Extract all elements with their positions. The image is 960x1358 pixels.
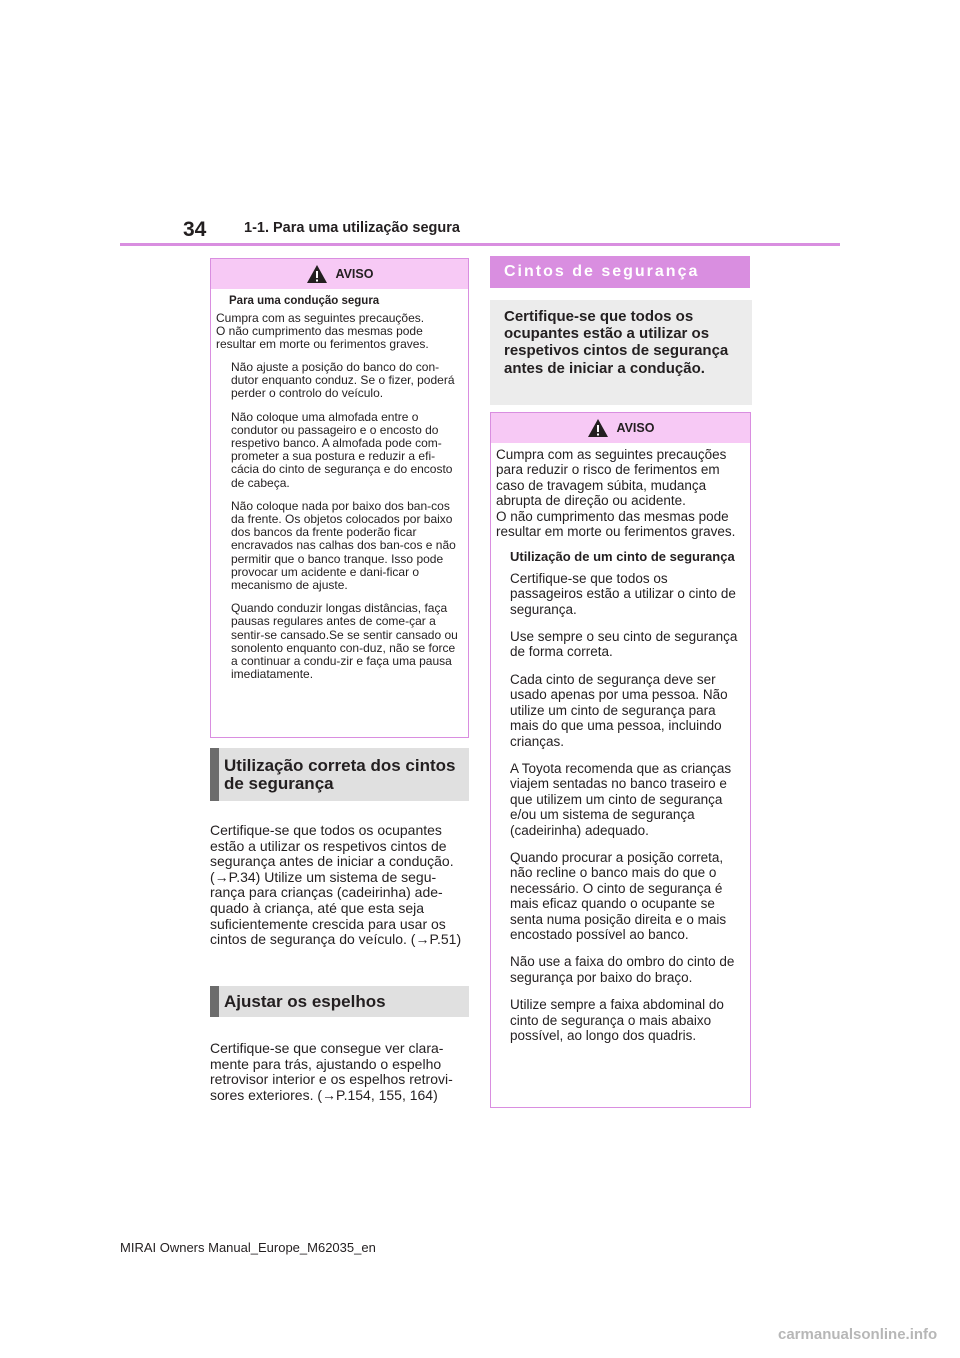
warning-intro: Cumpra com as seguintes precauções para reduzir o risco de ferimentos em caso de travagem súbita, mudança abrupta de direção ou acidente. O não cumprimento das mesmas pode resultar em morte ou ferimentos graves. — [496, 447, 736, 540]
seatbelts-callout: Certifique-se que todos os ocupantes estão a utilizar os respetivos cintos de segurança antes de iniciar a condução. — [490, 300, 752, 405]
seatbelt-use-text: Certifique-se que todos os ocupantes estão a utilizar os respetivos cintos de segurança antes de iniciar a condução. (→P.34) Utilize um sistema de segu-rança para crianças (cadeirinha) ade-quado à criança, até que esta seja suficientemente crescida para usar os cintos de segurança do veículo. (→P.51) — [210, 822, 462, 948]
header-divider — [120, 243, 840, 246]
warning-item: Cada cinto de segurança deve ser usado apenas por uma pessoa. Não utilize um cinto de segurança para mais do que uma pessoa, incluindo crianças. — [510, 671, 728, 749]
mirrors-text: Certifique-se que consegue ver clara-mente para trás, ajustando o espelho retrovisor interior e os espelhos retrovi-sores exteriores. (→P.154, 155, 164) — [210, 1040, 453, 1103]
warning-triangle-icon — [587, 418, 609, 438]
warning-item: A Toyota recomenda que as crianças viajem sentadas no banco traseiro e que utilizem um cinto de segurança e/ou um sistema de segurança (cadeirinha) adequado. — [510, 760, 732, 838]
warning-item-title: Utilização de um cinto de segurança — [510, 549, 735, 565]
warning-item: Não coloque nada por baixo dos ban-cos da frente. Os objetos colocados por baixo dos bancos da frente poderão ficar encravados nas calhas dos ban-cos e não permitir que o banco tranque. Isso pode provocar um acidente e dani-ficar o mecanismo de ajuste. — [231, 498, 456, 593]
warning-triangle-icon — [306, 264, 328, 284]
warning-item: Quando procurar a posição correta, não recline o banco mais do que o necessário. O cinto de segurança é mais eficaz quando o ocupante se senta numa posição direita e o mais encostado possível ao banco. — [510, 849, 727, 942]
page-number: 34 — [183, 218, 207, 241]
warning-box-seatbelts — [490, 412, 751, 1108]
warning-item: Certifique-se que todos os passageiros estão a utilizar o cinto de segurança. — [510, 570, 736, 617]
warning-header — [211, 259, 468, 289]
warning-label: AVISO — [616, 421, 655, 435]
seatbelts-title: Cintos de segurança — [490, 256, 750, 288]
warning-item: Não use a faixa do ombro do cinto de segurança por baixo do braço. — [510, 954, 735, 985]
warning-label: AVISO — [335, 267, 374, 281]
warning-item: Não ajuste a posição do banco do con-dutor enquanto conduz. Se o fizer, poderá perder o controlo do veículo. — [231, 360, 455, 401]
warning-item: Utilize sempre a faixa abdominal do cinto de segurança o mais abaixo possível, ao longo dos quadris. — [510, 997, 724, 1043]
warning-item: Quando conduzir longas distâncias, faça pausas regulares antes de come-çar a sentir-se cansado.Se se sentir cansado ou sonolento enquanto con-duz, não se force a continuar a condu-zir e faça uma pausa imediatamente. — [231, 601, 458, 682]
warning-header — [491, 413, 750, 443]
warning-box-driving — [210, 258, 469, 738]
warning-title: Para uma condução segura — [229, 295, 380, 307]
heading-mirrors: Ajustar os espelhos — [210, 986, 469, 1017]
watermark: carmanualsonline.info — [778, 1326, 938, 1343]
section-header: 1-1. Para uma utilização segura — [244, 220, 460, 236]
heading-seatbelt-use: Utilização correta dos cintos de segurança — [210, 748, 469, 801]
warning-item: Use sempre o seu cinto de segurança de forma correta. — [510, 629, 738, 660]
warning-item: Não coloque uma almofada entre o condutor ou passageiro e o encosto do respetivo banco. A almofada pode com-prometer a sua postura e reduzir a efi-cácia do cinto de segurança e do encosto de cabeça. — [231, 409, 453, 490]
warning-intro: Cumpra com as seguintes precauções. O não cumprimento das mesmas pode resultar em morte ou ferimentos graves. — [216, 311, 429, 351]
footer-manual-id: MIRAI Owners Manual_Europe_M62035_en — [120, 1240, 376, 1255]
